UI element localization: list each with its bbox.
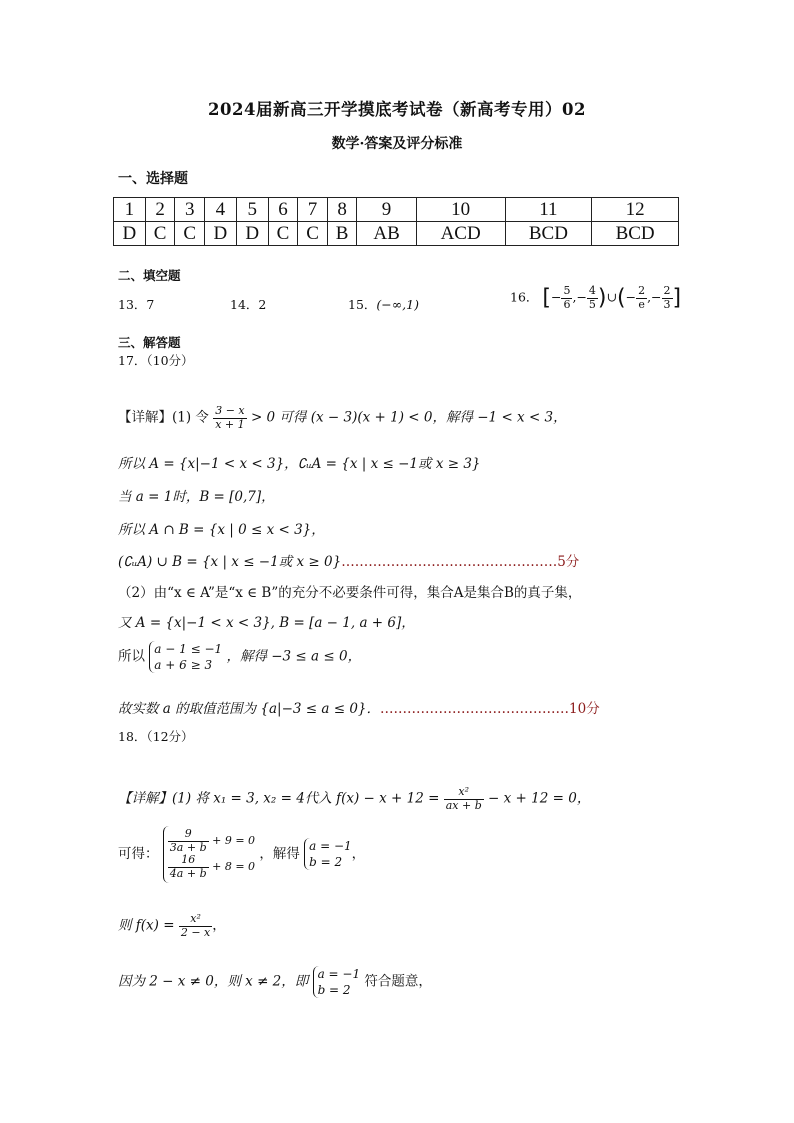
page-title: 2024届新高三开学摸底考试卷（新高考专用）02 xyxy=(208,100,586,119)
score-dots: …………………………………… xyxy=(380,701,570,717)
q17-line9-text: 故实数 a 的取值范围为 {a|−3 ≤ a ≤ 0}． xyxy=(118,701,381,717)
answer-q13: 13．7 xyxy=(118,297,155,312)
answer-table xyxy=(113,197,679,246)
q17-line4: 所以 A ∩ B = {x | 0 ≤ x < 3}， xyxy=(118,522,325,538)
q18-line3: 则 f(x) = $\frac{\text{x²}}{2 - x}$ ， xyxy=(118,912,226,939)
q16-fraction: $\frac{5}{6}$ xyxy=(563,284,571,311)
answer-q15 xyxy=(348,295,419,313)
answer-q16: 16． [− $\frac{5}{6}$ ,− $\frac{4}{5}$ )∪(− $\frac{2}{e}$ ,− $\frac{2}{3}$ ] xyxy=(510,284,682,311)
q18-fx-fraction: $\frac{\text{x²}}{2 - x}$ xyxy=(180,912,211,939)
system-eq1: a − 1 ≤ −1 xyxy=(154,642,223,656)
solution-b: b = 2 xyxy=(309,855,343,870)
answer-cell: C xyxy=(268,222,298,246)
solution-a: a = −1 xyxy=(317,967,361,981)
question-number-cell: 12 xyxy=(592,198,679,222)
q17-line9 xyxy=(118,697,600,717)
question-number-cell: 9 xyxy=(357,198,416,222)
section-heading-choice: 一、选择题 xyxy=(118,171,188,187)
answer-cell: B xyxy=(327,222,357,246)
answer-q14: 14．2 xyxy=(230,297,267,312)
answer-cell: BCD xyxy=(505,222,592,246)
q17-system xyxy=(149,641,222,673)
score-label: 5分 xyxy=(557,554,580,570)
q18-line1-text: 【详解】(1) 将 x₁ = 3, x₂ = 4代入 f(x) − x + 12 = xyxy=(118,790,440,807)
score-dots: ………………………………………… xyxy=(341,554,558,570)
question-number-cell: 6 xyxy=(268,198,298,222)
q17-line7: 又 A = {x|−1 < x < 3}, B = [a − 1, a + 6]， xyxy=(118,615,415,631)
q16-fraction: $\frac{2}{3}$ xyxy=(663,284,671,311)
section-heading-solve: 三、解答题 xyxy=(118,335,181,350)
q17-fraction: $\frac{3 - x}{x + 1}$ xyxy=(215,404,245,431)
q18-line4 xyxy=(118,966,432,998)
q17-line3: 当 a = 1时，B = [0,7]， xyxy=(118,489,275,505)
question-number-cell: 3 xyxy=(175,198,205,222)
question-number-cell: 8 xyxy=(327,198,357,222)
q16-fraction: $\frac{2}{e}$ xyxy=(638,284,646,311)
q17-line8-prefix: 所以 xyxy=(118,648,145,665)
answer-cell: C xyxy=(175,222,205,246)
q15-answer: (−∞,1) xyxy=(376,297,419,312)
q18-line2-prefix: 可得： xyxy=(118,845,159,862)
q18-line4-text: 因为 2 − x ≠ 0，则 x ≠ 2，即 xyxy=(118,973,309,990)
page-subtitle: 数学·答案及评分标准 xyxy=(331,136,463,152)
question-number-cell: 5 xyxy=(236,198,268,222)
question-number-cell: 11 xyxy=(505,198,592,222)
answer-cell: D xyxy=(114,222,146,246)
answer-cell: AB xyxy=(357,222,416,246)
answer-cell: D xyxy=(205,222,237,246)
q18-line3-prefix: 则 f(x) = xyxy=(118,917,175,934)
q18-fraction: $\frac{\text{x²}}{ax + b}$ xyxy=(445,785,482,812)
question-number-cell: 7 xyxy=(298,198,328,222)
question-number-cell: 10 xyxy=(416,198,505,222)
q17-line5 xyxy=(118,550,579,570)
answer-cell: D xyxy=(236,222,268,246)
q18-line2: 可得： $\frac{9}{3a + b}$ + 9 = 0 $\frac{16}{4a + b}$ + 8 = 0 ，解得 a = −1 b = 2 ， xyxy=(118,826,365,883)
score-label: 10分 xyxy=(569,701,600,717)
q17-line1 xyxy=(118,405,567,431)
q18-solution-check xyxy=(313,966,361,998)
question-number-cell: 2 xyxy=(145,198,175,222)
system-eq2: a + 6 ≥ 3 xyxy=(154,658,213,673)
answer-cell: C xyxy=(145,222,175,246)
question-number-cell: 1 xyxy=(114,198,146,222)
question-number-cell: 4 xyxy=(205,198,237,222)
q16-label: 16． xyxy=(510,289,539,305)
q17-line2: 所以 A = {x|−1 < x < 3}，∁ᵤA = {x | x ≤ −1或 x ≥ 3} xyxy=(118,456,481,472)
detail-label: 【详解】 xyxy=(118,409,172,426)
q17-line8 xyxy=(118,641,361,673)
q15-label: 15． xyxy=(348,297,377,312)
q18-line4-end: 符合题意， xyxy=(364,973,432,990)
q18-line2-mid: ，解得 xyxy=(259,845,300,862)
q17-header: 17．（10分） xyxy=(118,353,194,368)
answer-cell: ACD xyxy=(416,222,505,246)
q18-line1 xyxy=(118,786,590,812)
section-heading-fill: 二、填空题 xyxy=(118,268,181,283)
q18-header: 18．（12分） xyxy=(118,729,194,744)
solution-b: b = 2 xyxy=(317,983,351,998)
q16-fraction: $\frac{4}{5}$ xyxy=(588,284,596,311)
q18-line1-end: − x + 12 = 0， xyxy=(488,790,591,807)
solution-a: a = −1 xyxy=(309,839,352,854)
answer-table-number-row xyxy=(114,198,679,222)
q17-line5-text: (∁ᵤA) ∪ B = {x | x ≤ −1或 x ≥ 0} xyxy=(118,554,342,570)
q18-system: $\frac{9}{3a + b}$ + 9 = 0 $\frac{16}{4a + b}$ + 8 = 0 xyxy=(163,826,255,883)
q17-line1-start: (1) 令 xyxy=(172,409,209,426)
q18-solution xyxy=(304,838,352,870)
answer-cell: C xyxy=(298,222,328,246)
q17-line1-end: > 0 可得 (x − 3)(x + 1) < 0，解得 −1 < x < 3， xyxy=(250,409,567,426)
answer-cell: BCD xyxy=(592,222,679,246)
q17-line6: （2）由“x ∈ A”是“x ∈ B”的充分不必要条件可得，集合A是集合B的真子集， xyxy=(118,585,582,601)
answer-table-answer-row xyxy=(114,222,679,246)
q17-line8-suffix: ，解得 −3 ≤ a ≤ 0， xyxy=(226,648,362,665)
